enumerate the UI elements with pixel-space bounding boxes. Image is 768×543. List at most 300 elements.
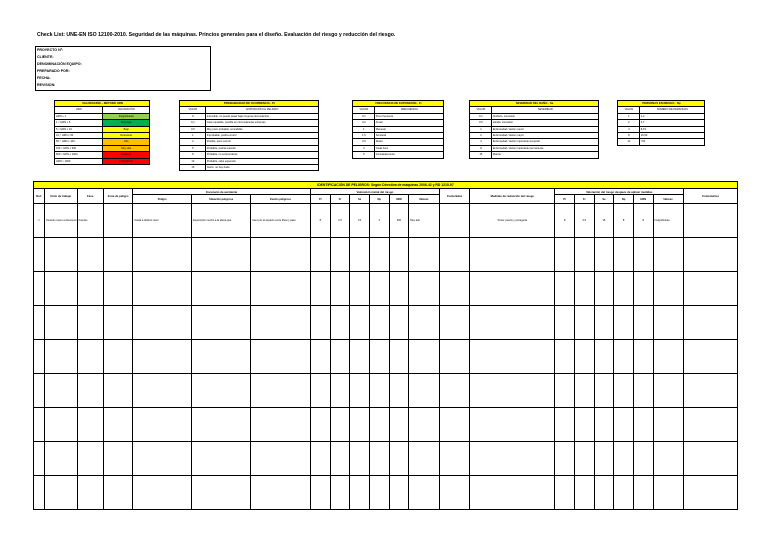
empty-cell[interactable] xyxy=(614,306,634,340)
empty-cell[interactable] xyxy=(409,374,440,408)
empty-cell[interactable] xyxy=(614,442,634,476)
cell-situacion[interactable]: Exposición mucho a la altura que xyxy=(192,204,251,238)
empty-cell[interactable] xyxy=(470,408,555,442)
severidad-description: Herida, contusión xyxy=(491,120,598,126)
cell-peligro[interactable]: Caída a distinto nivel xyxy=(133,204,192,238)
empty-cell[interactable] xyxy=(439,476,470,510)
empty-cell[interactable] xyxy=(44,238,77,272)
cell-np[interactable]: 4 xyxy=(369,204,389,238)
project-field: DENOMINACIÓN EQUIPO: xyxy=(37,62,82,67)
empty-cell[interactable] xyxy=(34,476,45,510)
personas-value: 1 xyxy=(618,113,640,119)
empty-cell[interactable] xyxy=(614,408,634,442)
empty-cell[interactable] xyxy=(470,306,555,340)
group-escenario: Escenario de accidente xyxy=(133,189,311,195)
col-ciclo: Ciclo de trabajo xyxy=(44,189,77,204)
severidad-value: 1 xyxy=(470,126,492,132)
col-np2: Np xyxy=(614,195,634,204)
empty-cell[interactable] xyxy=(133,408,192,442)
probabilidad-value: 5 xyxy=(180,145,206,151)
table-row xyxy=(34,408,738,442)
empty-cell[interactable] xyxy=(34,306,45,340)
personas-title: PERSONAS EN RIESGO - Np xyxy=(618,101,705,107)
cell-contenidas[interactable] xyxy=(439,204,470,238)
probabilidad-value: 0.1 xyxy=(180,120,206,126)
frecuencia-description: Semanal xyxy=(374,132,443,138)
empty-cell[interactable] xyxy=(555,272,575,306)
probabilidad-value: 1 xyxy=(180,132,206,138)
table-row xyxy=(34,442,738,476)
table-row xyxy=(34,340,738,374)
project-field: PREPARADO POR: xyxy=(37,69,70,74)
valoracion-title: VALORACIÓN – MÉTODO HRN xyxy=(55,101,150,107)
empty-cell[interactable] xyxy=(44,340,77,374)
empty-cell[interactable] xyxy=(653,476,684,510)
probabilidad-header: VALOR xyxy=(180,107,206,113)
empty-cell[interactable] xyxy=(192,340,251,374)
personas-header: VALOR xyxy=(618,107,640,113)
empty-cell[interactable] xyxy=(44,442,77,476)
hrn-range: 100 < HRN ≤ 500 xyxy=(55,145,103,151)
valoracion-level: Inaceptable xyxy=(102,158,149,164)
hrn-range: 10 < HRN ≤ 50 xyxy=(55,132,103,138)
probabilidad-description: Probable, no sorprendente xyxy=(205,152,318,158)
col-medida: Medidas de reducción del riesgo xyxy=(470,189,555,204)
empty-cell[interactable] xyxy=(594,374,614,408)
col-contenidas: Contenidas xyxy=(439,189,470,204)
empty-cell[interactable] xyxy=(369,476,389,510)
empty-cell[interactable] xyxy=(470,476,555,510)
empty-cell[interactable] xyxy=(389,272,409,306)
empty-cell[interactable] xyxy=(409,442,440,476)
empty-cell[interactable] xyxy=(311,340,331,374)
project-field: CLIENTE: xyxy=(37,55,54,60)
table-row xyxy=(34,306,738,340)
cell-hrn2[interactable]: 8 xyxy=(633,204,653,238)
empty-cell[interactable] xyxy=(575,408,595,442)
empty-cell[interactable] xyxy=(614,272,634,306)
empty-cell[interactable] xyxy=(350,442,370,476)
empty-cell[interactable] xyxy=(439,408,470,442)
empty-cell[interactable] xyxy=(409,408,440,442)
frecuencia-value: 0.2 xyxy=(353,120,375,126)
group-valoracion-inicial: Valoración inicial del riesgo xyxy=(311,189,440,195)
empty-cell[interactable] xyxy=(77,340,103,374)
empty-cell[interactable] xyxy=(103,340,132,374)
severidad-description: Enfermedad / lesión importante temporal xyxy=(491,139,598,145)
empty-cell[interactable] xyxy=(470,442,555,476)
empty-cell[interactable] xyxy=(77,238,103,272)
empty-cell[interactable] xyxy=(251,272,311,306)
empty-cell[interactable] xyxy=(575,306,595,340)
frecuencia-value: 1.5 xyxy=(353,132,375,138)
empty-cell[interactable] xyxy=(251,374,311,408)
severidad-value: 2 xyxy=(470,132,492,138)
empty-cell[interactable] xyxy=(34,442,45,476)
empty-cell[interactable] xyxy=(192,306,251,340)
severidad-description: Arañazo, contusión xyxy=(491,113,598,119)
frecuencia-description: Poco frecuente xyxy=(374,113,443,119)
empty-cell[interactable] xyxy=(44,374,77,408)
valoracion-level: Bajo xyxy=(102,126,149,132)
probabilidad-value: 0 xyxy=(180,113,206,119)
empty-cell[interactable] xyxy=(653,238,684,272)
valoracion-level: Relevante xyxy=(102,132,149,138)
col-pr: Pr xyxy=(311,195,331,204)
empty-cell[interactable] xyxy=(330,238,350,272)
probabilidad-description: Muy poco probable, concebible xyxy=(205,126,318,132)
severidad-table xyxy=(469,100,599,159)
empty-cell[interactable] xyxy=(34,340,45,374)
empty-cell[interactable] xyxy=(409,476,440,510)
cell-pr2[interactable]: 8 xyxy=(555,204,575,238)
empty-cell[interactable] xyxy=(44,408,77,442)
empty-cell[interactable] xyxy=(633,476,653,510)
empty-cell[interactable] xyxy=(350,306,370,340)
empty-cell[interactable] xyxy=(350,374,370,408)
cell-ciclo[interactable]: Usuario nuevo a desconoc xyxy=(44,204,77,238)
empty-cell[interactable] xyxy=(311,374,331,408)
empty-cell[interactable] xyxy=(103,476,132,510)
empty-cell[interactable] xyxy=(614,374,634,408)
empty-cell[interactable] xyxy=(575,340,595,374)
col-se: Se xyxy=(350,195,370,204)
empty-cell[interactable] xyxy=(34,374,45,408)
empty-cell[interactable] xyxy=(575,238,595,272)
hrn-range: HRN > 1000 xyxy=(55,158,103,164)
empty-cell[interactable] xyxy=(470,374,555,408)
table-row xyxy=(34,272,738,306)
empty-cell[interactable] xyxy=(77,476,103,510)
empty-cell[interactable] xyxy=(684,408,738,442)
empty-cell[interactable] xyxy=(330,374,350,408)
empty-cell[interactable] xyxy=(350,476,370,510)
col-hrn2: HRN xyxy=(633,195,653,204)
table-row xyxy=(618,139,705,145)
empty-cell[interactable] xyxy=(192,476,251,510)
frecuencia-value: 4 xyxy=(353,145,375,151)
group-valoracion-despues: Valoración del riesgo después de aplicar medidas xyxy=(555,189,684,195)
col-valorac2: Valorac. xyxy=(653,195,684,204)
empty-cell[interactable] xyxy=(555,340,575,374)
hrn-range: 500 < HRN ≤ 1000 xyxy=(55,152,103,158)
empty-cell[interactable] xyxy=(555,442,575,476)
empty-cell[interactable] xyxy=(330,476,350,510)
project-info-box xyxy=(35,46,211,91)
empty-cell[interactable] xyxy=(575,476,595,510)
empty-cell[interactable] xyxy=(103,238,132,272)
empty-cell[interactable] xyxy=(330,442,350,476)
empty-cell[interactable] xyxy=(369,272,389,306)
cell-fr2[interactable]: 2.5 xyxy=(575,204,595,238)
cell-pr[interactable]: 8 xyxy=(311,204,331,238)
project-field: PROYECTO Nº: xyxy=(37,48,64,52)
empty-cell[interactable] xyxy=(653,340,684,374)
empty-cell[interactable] xyxy=(192,272,251,306)
frecuencia-table xyxy=(352,100,444,159)
empty-cell[interactable] xyxy=(192,408,251,442)
empty-cell[interactable] xyxy=(330,306,350,340)
frecuencia-description: Mensual xyxy=(374,126,443,132)
col-hrn: HRN xyxy=(389,195,409,204)
col-evento: Evento peligroso xyxy=(251,195,311,204)
empty-cell[interactable] xyxy=(653,408,684,442)
empty-cell[interactable] xyxy=(350,238,370,272)
empty-cell[interactable] xyxy=(133,272,192,306)
empty-cell[interactable] xyxy=(133,442,192,476)
empty-cell[interactable] xyxy=(684,272,738,306)
severidad-value: 8 xyxy=(470,145,492,151)
empty-cell[interactable] xyxy=(77,374,103,408)
empty-cell[interactable] xyxy=(311,272,331,306)
valoracion-header: HRN xyxy=(55,107,103,113)
probabilidad-value: 0.5 xyxy=(180,126,206,132)
probabilidad-description: Probable, podría suceder xyxy=(205,145,318,151)
empty-cell[interactable] xyxy=(470,238,555,272)
empty-cell[interactable] xyxy=(594,408,614,442)
cell-fase[interactable]: Fuertes xyxy=(77,204,103,238)
empty-cell[interactable] xyxy=(555,408,575,442)
empty-cell[interactable] xyxy=(575,272,595,306)
empty-cell[interactable] xyxy=(389,374,409,408)
empty-cell[interactable] xyxy=(77,306,103,340)
empty-cell[interactable] xyxy=(311,442,331,476)
valoracion-header: VALORACIÓN xyxy=(102,107,149,113)
empty-cell[interactable] xyxy=(555,476,575,510)
cell-np2[interactable]: 8 xyxy=(614,204,634,238)
empty-cell[interactable] xyxy=(77,408,103,442)
empty-cell[interactable] xyxy=(103,408,132,442)
empty-cell[interactable] xyxy=(470,340,555,374)
empty-cell[interactable] xyxy=(350,408,370,442)
probabilidad-table xyxy=(179,100,319,171)
empty-cell[interactable] xyxy=(439,272,470,306)
empty-cell[interactable] xyxy=(369,442,389,476)
empty-cell[interactable] xyxy=(575,442,595,476)
empty-cell[interactable] xyxy=(594,476,614,510)
empty-cell[interactable] xyxy=(330,272,350,306)
cell-zona[interactable] xyxy=(103,204,132,238)
frecuencia-description: Constantemente xyxy=(374,152,443,158)
empty-cell[interactable] xyxy=(389,306,409,340)
empty-cell[interactable] xyxy=(311,408,331,442)
empty-cell[interactable] xyxy=(192,374,251,408)
empty-cell[interactable] xyxy=(653,374,684,408)
cell-fr[interactable]: 2.5 xyxy=(330,204,350,238)
probabilidad-title: PROBABILIDAD DE OCURRENCIA - Pr xyxy=(180,101,319,107)
empty-cell[interactable] xyxy=(369,374,389,408)
empty-cell[interactable] xyxy=(684,476,738,510)
col-fr: Fr xyxy=(330,195,350,204)
empty-cell[interactable] xyxy=(133,340,192,374)
personas-description: 8-15 xyxy=(639,126,704,132)
empty-cell[interactable] xyxy=(311,306,331,340)
probabilidad-value: 8 xyxy=(180,152,206,158)
cell-valorac[interactable]: Muy alto xyxy=(409,204,440,238)
empty-cell[interactable] xyxy=(614,340,634,374)
severidad-value: 4 xyxy=(470,139,492,145)
personas-value: 4 xyxy=(618,126,640,132)
empty-cell[interactable] xyxy=(369,340,389,374)
empty-cell[interactable] xyxy=(192,238,251,272)
valoracion-level: Insignificante xyxy=(102,113,149,119)
frecuencia-header: VALOR xyxy=(353,107,375,113)
empty-cell[interactable] xyxy=(684,374,738,408)
cell-coment[interactable] xyxy=(684,204,738,238)
table-row xyxy=(34,204,738,238)
empty-cell[interactable] xyxy=(555,238,575,272)
cell-se[interactable]: 15 xyxy=(350,204,370,238)
col-ref: Ref. xyxy=(34,189,45,204)
col-situacion: Situación peligrosa xyxy=(192,195,251,204)
table-row xyxy=(180,164,319,170)
frecuencia-description: Anual xyxy=(374,120,443,126)
empty-cell[interactable] xyxy=(470,272,555,306)
empty-cell[interactable] xyxy=(389,340,409,374)
table-row xyxy=(55,158,150,164)
empty-cell[interactable] xyxy=(350,272,370,306)
table-row xyxy=(34,374,738,408)
project-field: FECHA: xyxy=(37,76,51,81)
empty-cell[interactable] xyxy=(103,306,132,340)
empty-cell[interactable] xyxy=(311,476,331,510)
cell-valorac2[interactable]: Insignificante xyxy=(653,204,684,238)
empty-cell[interactable] xyxy=(133,238,192,272)
empty-cell[interactable] xyxy=(409,306,440,340)
empty-cell[interactable] xyxy=(633,272,653,306)
cell-se2[interactable]: 15 xyxy=(594,204,614,238)
empty-cell[interactable] xyxy=(389,476,409,510)
cell-hrn[interactable]: 300 xyxy=(389,204,409,238)
empty-cell[interactable] xyxy=(44,272,77,306)
empty-cell[interactable] xyxy=(633,306,653,340)
empty-cell[interactable] xyxy=(409,238,440,272)
cell-ref[interactable]: 1 xyxy=(34,204,45,238)
personas-value: 8 xyxy=(618,132,640,138)
main-band-title: IDENTIFICACIÓN DE PELIGROS: Según Directiva de máquinas 2006-42 y RD 1215-97 xyxy=(34,182,738,189)
empty-cell[interactable] xyxy=(330,340,350,374)
empty-cell[interactable] xyxy=(633,340,653,374)
empty-cell[interactable] xyxy=(311,238,331,272)
empty-cell[interactable] xyxy=(614,476,634,510)
personas-description: >50 xyxy=(639,139,704,145)
frecuencia-value: 5 xyxy=(353,152,375,158)
empty-cell[interactable] xyxy=(594,340,614,374)
empty-cell[interactable] xyxy=(575,374,595,408)
empty-cell[interactable] xyxy=(684,306,738,340)
empty-cell[interactable] xyxy=(409,340,440,374)
empty-cell[interactable] xyxy=(594,442,614,476)
valoracion-level: Muy bajo xyxy=(102,120,149,126)
empty-cell[interactable] xyxy=(389,442,409,476)
empty-cell[interactable] xyxy=(439,442,470,476)
empty-cell[interactable] xyxy=(439,374,470,408)
empty-cell[interactable] xyxy=(439,238,470,272)
empty-cell[interactable] xyxy=(77,272,103,306)
empty-cell[interactable] xyxy=(350,340,370,374)
empty-cell[interactable] xyxy=(653,442,684,476)
empty-cell[interactable] xyxy=(34,408,45,442)
empty-cell[interactable] xyxy=(594,272,614,306)
empty-cell[interactable] xyxy=(555,374,575,408)
severidad-value: 15 xyxy=(470,152,492,158)
empty-cell[interactable] xyxy=(369,238,389,272)
empty-cell[interactable] xyxy=(251,238,311,272)
empty-cell[interactable] xyxy=(133,306,192,340)
empty-cell[interactable] xyxy=(369,306,389,340)
empty-cell[interactable] xyxy=(653,272,684,306)
empty-cell[interactable] xyxy=(44,476,77,510)
col-se2: Se xyxy=(594,195,614,204)
cell-medida[interactable]: Poner puerta y protegerla xyxy=(470,204,555,238)
empty-cell[interactable] xyxy=(684,238,738,272)
hrn-range: 50 < HRN ≤ 100 xyxy=(55,139,103,145)
empty-cell[interactable] xyxy=(133,476,192,510)
empty-cell[interactable] xyxy=(34,238,45,272)
empty-cell[interactable] xyxy=(34,272,45,306)
empty-cell[interactable] xyxy=(44,306,77,340)
empty-cell[interactable] xyxy=(251,408,311,442)
empty-cell[interactable] xyxy=(133,374,192,408)
col-peligro: Peligro xyxy=(133,195,192,204)
severidad-description: Enfermedad / lesión mayor xyxy=(491,132,598,138)
empty-cell[interactable] xyxy=(633,374,653,408)
hrn-range: 5 < HRN ≤ 10 xyxy=(55,126,103,132)
empty-cell[interactable] xyxy=(251,340,311,374)
severidad-description: Enfermedad / lesión importante permanente xyxy=(491,145,598,151)
col-fase: Fase xyxy=(77,189,103,204)
empty-cell[interactable] xyxy=(594,306,614,340)
empty-cell[interactable] xyxy=(633,408,653,442)
empty-cell[interactable] xyxy=(409,272,440,306)
probabilidad-description: Casi imposible, posible en circunstancias extremas xyxy=(205,120,318,126)
empty-cell[interactable] xyxy=(330,408,350,442)
empty-cell[interactable] xyxy=(251,306,311,340)
probabilidad-description: Improbable, podría ocurrir xyxy=(205,132,318,138)
severidad-header: VALOR xyxy=(470,107,492,113)
cell-evento[interactable]: Caer por el espacio entre Ruta y paso xyxy=(251,204,311,238)
empty-cell[interactable] xyxy=(77,442,103,476)
empty-cell[interactable] xyxy=(614,238,634,272)
empty-cell[interactable] xyxy=(653,306,684,340)
empty-cell[interactable] xyxy=(103,442,132,476)
col-pr2: Pr xyxy=(555,195,575,204)
personas-description: 3-7 xyxy=(639,120,704,126)
empty-cell[interactable] xyxy=(389,408,409,442)
empty-cell[interactable] xyxy=(633,442,653,476)
empty-cell[interactable] xyxy=(369,408,389,442)
probabilidad-value: 10 xyxy=(180,158,206,164)
empty-cell[interactable] xyxy=(594,238,614,272)
empty-cell[interactable] xyxy=(251,476,311,510)
empty-cell[interactable] xyxy=(389,238,409,272)
empty-cell[interactable] xyxy=(192,442,251,476)
empty-cell[interactable] xyxy=(684,442,738,476)
hazard-identification-table xyxy=(33,181,738,510)
empty-cell[interactable] xyxy=(439,306,470,340)
probabilidad-description: Cierto, no hay duda xyxy=(205,164,318,170)
empty-cell[interactable] xyxy=(555,306,575,340)
empty-cell[interactable] xyxy=(633,238,653,272)
empty-cell[interactable] xyxy=(103,374,132,408)
frecuencia-description: Cada hora xyxy=(374,145,443,151)
col-comentarios: Comentarios xyxy=(684,189,738,204)
severidad-description: Enfermedad / lesión menor xyxy=(491,126,598,132)
empty-cell[interactable] xyxy=(439,340,470,374)
empty-cell[interactable] xyxy=(103,272,132,306)
empty-cell[interactable] xyxy=(684,340,738,374)
empty-cell[interactable] xyxy=(251,442,311,476)
